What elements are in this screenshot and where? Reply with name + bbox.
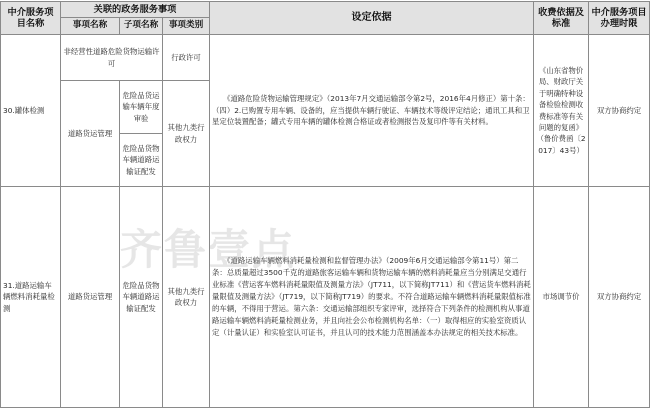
service-name-cell: 道路货运管理 xyxy=(61,81,120,187)
header-service-name: 事项名称 xyxy=(61,18,120,35)
header-fee-basis: 收费依据及标准 xyxy=(534,2,589,35)
table-row xyxy=(1,187,650,408)
service-type-cell: 其他九类行政权力 xyxy=(163,187,210,408)
subitem-name-cell: 危险品货物车辆道路运输证配发 xyxy=(120,187,163,408)
header-row-1 xyxy=(1,2,650,18)
basis-cell: 《道路危险货物运输管理规定》（2013年7月交通运输部令第2号，2016年4月修正）第十条：（四）2.已购置专用车辆、设备的，应当提供车辆行驶证、车辆技术等级评定结论；通讯工具和卫星定位装置配备；罐式专用车辆的罐体检测合格证或者检测报告及复印件等有关材料。 xyxy=(210,35,534,187)
header-related-services: 关联的政务服务事项 xyxy=(61,2,210,18)
header-subitem-name: 子项名称 xyxy=(120,18,163,35)
table-row xyxy=(1,35,650,81)
fee-basis-cell: 市场调节价 xyxy=(534,187,589,408)
service-type-cell: 行政许可 xyxy=(163,35,210,81)
service-name-cell: 非经营性道路危险货物运输许可 xyxy=(61,35,163,81)
header-item-name: 中介服务项目名称 xyxy=(1,2,61,35)
header-time-limit: 中介服务项目办理时限 xyxy=(589,2,650,35)
time-limit-cell: 双方协商约定 xyxy=(589,35,650,187)
watermark-logo: 齐鲁壹点 xyxy=(120,225,297,274)
subitem-name-cell: 危险品货物车辆道路运输证配发 xyxy=(120,134,163,187)
service-name-cell: 道路货运管理 xyxy=(61,187,120,408)
subitem-name-cell: 危险品货运输车辆年度审验 xyxy=(120,81,163,134)
header-basis: 设定依据 xyxy=(210,2,534,35)
basis-cell: 《道路运输车辆燃料消耗量检测和监督管理办法》（2009年6月交通运输部令第11号）第二条：总质量超过3500千克的道路旅客运输车辆和货物运输车辆的燃料消耗量应当分别满足交通行业标准《营运客车燃料消耗量限值及测量方法》（JT711，以下简称JT711）和《营运货车燃料消耗量限值及测量方法》（JT719，以下简称JT719）的要求。不符合道路运输车辆燃料消耗量限值标准的车辆，不得用于营运。第六条：交通运输部组织专家评审，选择符合下列条件的检测机构从事道路运输车辆燃料消耗量检测业务，并且向社会公布检测机构名单：（一）取得相应的实验室资质认定（计量认证）和实验室认可证书，并且认可的技术能力范围涵盖本办法规定的相关技术标准。 xyxy=(210,187,534,408)
fee-basis-cell: 《山东省物价局、财政厅关于明确特种设备检验检测收费标准等有关问题的复函》（鲁价费函〔2017〕43号） xyxy=(534,35,589,187)
time-limit-cell: 双方协商约定 xyxy=(589,187,650,408)
service-items-table xyxy=(0,1,650,408)
item-name-cell: 30.罐体检测 xyxy=(1,35,61,187)
item-name-cell: 31.道路运输车辆燃料消耗量检测 xyxy=(1,187,61,408)
header-service-type: 事项类别 xyxy=(163,18,210,35)
service-type-cell: 其他九类行政权力 xyxy=(163,81,210,187)
